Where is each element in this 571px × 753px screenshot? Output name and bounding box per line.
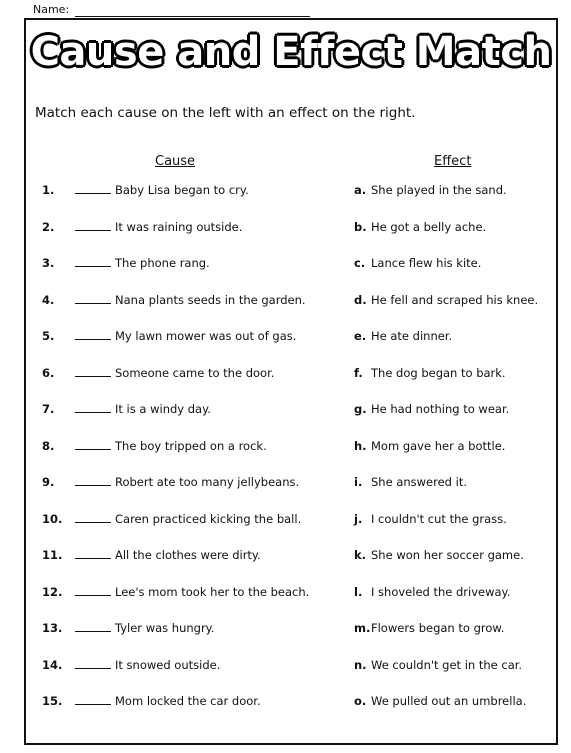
- match-row: [26, 253, 556, 273]
- cause-number: 6.: [42, 366, 55, 380]
- answer-blank: [75, 266, 111, 267]
- effect-letter: c.: [354, 256, 366, 270]
- cause-number: 5.: [42, 329, 55, 343]
- cause-text: All the clothes were dirty.: [115, 548, 261, 562]
- effect-letter: o.: [354, 694, 367, 708]
- name-blank-line: [75, 5, 310, 17]
- match-row: [26, 582, 556, 602]
- cause-number: 4.: [42, 293, 55, 307]
- effect-text: The dog began to bark.: [371, 366, 506, 380]
- effect-letter: n.: [354, 658, 367, 672]
- match-row: [26, 180, 556, 200]
- worksheet-title: Cause and Effect Match: [30, 29, 552, 75]
- effect-text: He had nothing to wear.: [371, 402, 510, 416]
- cause-text: It is a windy day.: [115, 402, 211, 416]
- answer-blank: [75, 595, 111, 596]
- effect-letter: j.: [354, 512, 363, 526]
- answer-blank: [75, 704, 111, 705]
- cause-number: 7.: [42, 402, 55, 416]
- match-row: [26, 691, 556, 711]
- cause-number: 8.: [42, 439, 55, 453]
- cause-text: Mom locked the car door.: [115, 694, 261, 708]
- match-row: [26, 326, 556, 346]
- match-row: [26, 545, 556, 565]
- effect-letter: f.: [354, 366, 363, 380]
- answer-blank: [75, 522, 111, 523]
- effect-text: Mom gave her a bottle.: [371, 439, 506, 453]
- effect-text: He got a belly ache.: [371, 220, 487, 234]
- effect-letter: l.: [354, 585, 363, 599]
- cause-text: Caren practiced kicking the ball.: [115, 512, 302, 526]
- answer-blank: [75, 193, 111, 194]
- match-row: [26, 436, 556, 456]
- cause-number: 14.: [42, 658, 63, 672]
- effect-letter: d.: [354, 293, 367, 307]
- match-row: [26, 472, 556, 492]
- effect-letter: g.: [354, 402, 367, 416]
- name-label: Name:: [33, 3, 70, 16]
- answer-blank: [75, 631, 111, 632]
- cause-text: Robert ate too many jellybeans.: [115, 475, 300, 489]
- effect-text: He fell and scraped his knee.: [371, 293, 539, 307]
- cause-number: 12.: [42, 585, 63, 599]
- worksheet-frame: [24, 18, 558, 745]
- effect-text: I couldn't cut the grass.: [371, 512, 507, 526]
- match-row: [26, 217, 556, 237]
- effect-letter: k.: [354, 548, 367, 562]
- match-row: [26, 509, 556, 529]
- cause-text: Nana plants seeds in the garden.: [115, 293, 306, 307]
- effect-text: I shoveled the driveway.: [371, 585, 511, 599]
- cause-text: Tyler was hungry.: [115, 621, 215, 635]
- answer-blank: [75, 485, 111, 486]
- effect-text: Lance flew his kite.: [371, 256, 482, 270]
- effect-letter: b.: [354, 220, 367, 234]
- match-row: [26, 399, 556, 419]
- match-row: [26, 363, 556, 383]
- effect-text: We pulled out an umbrella.: [371, 694, 527, 708]
- answer-blank: [75, 230, 111, 231]
- answer-blank: [75, 449, 111, 450]
- answer-blank: [75, 339, 111, 340]
- effect-text: He ate dinner.: [371, 329, 453, 343]
- effect-text: She won her soccer game.: [371, 548, 524, 562]
- effect-column-header: Effect: [434, 154, 472, 169]
- match-row: [26, 290, 556, 310]
- cause-text: Baby Lisa began to cry.: [115, 183, 249, 197]
- cause-text: Someone came to the door.: [115, 366, 275, 380]
- cause-text: Lee's mom took her to the beach.: [115, 585, 310, 599]
- cause-text: The phone rang.: [115, 256, 210, 270]
- answer-blank: [75, 558, 111, 559]
- cause-number: 2.: [42, 220, 55, 234]
- answer-blank: [75, 412, 111, 413]
- cause-text: It snowed outside.: [115, 658, 221, 672]
- instructions: Match each cause on the left with an effect on the right.: [35, 105, 416, 121]
- cause-number: 13.: [42, 621, 63, 635]
- cause-number: 11.: [42, 548, 63, 562]
- cause-number: 9.: [42, 475, 55, 489]
- effect-text: We couldn't get in the car.: [371, 658, 523, 672]
- answer-blank: [75, 376, 111, 377]
- cause-number: 10.: [42, 512, 63, 526]
- match-row: [26, 655, 556, 675]
- cause-text: The boy tripped on a rock.: [115, 439, 267, 453]
- answer-blank: [75, 303, 111, 304]
- effect-letter: h.: [354, 439, 367, 453]
- cause-text: My lawn mower was out of gas.: [115, 329, 297, 343]
- cause-number: 1.: [42, 183, 55, 197]
- effect-letter: m.: [354, 621, 371, 635]
- effect-text: She answered it.: [371, 475, 467, 489]
- effect-letter: a.: [354, 183, 367, 197]
- answer-blank: [75, 668, 111, 669]
- match-row: [26, 618, 556, 638]
- effect-text: Flowers began to grow.: [371, 621, 505, 635]
- cause-text: It was raining outside.: [115, 220, 243, 234]
- cause-number: 3.: [42, 256, 55, 270]
- effect-text: She played in the sand.: [371, 183, 507, 197]
- effect-letter: e.: [354, 329, 367, 343]
- cause-column-header: Cause: [155, 154, 196, 169]
- effect-letter: i.: [354, 475, 363, 489]
- name-field: [33, 3, 310, 17]
- cause-number: 15.: [42, 694, 63, 708]
